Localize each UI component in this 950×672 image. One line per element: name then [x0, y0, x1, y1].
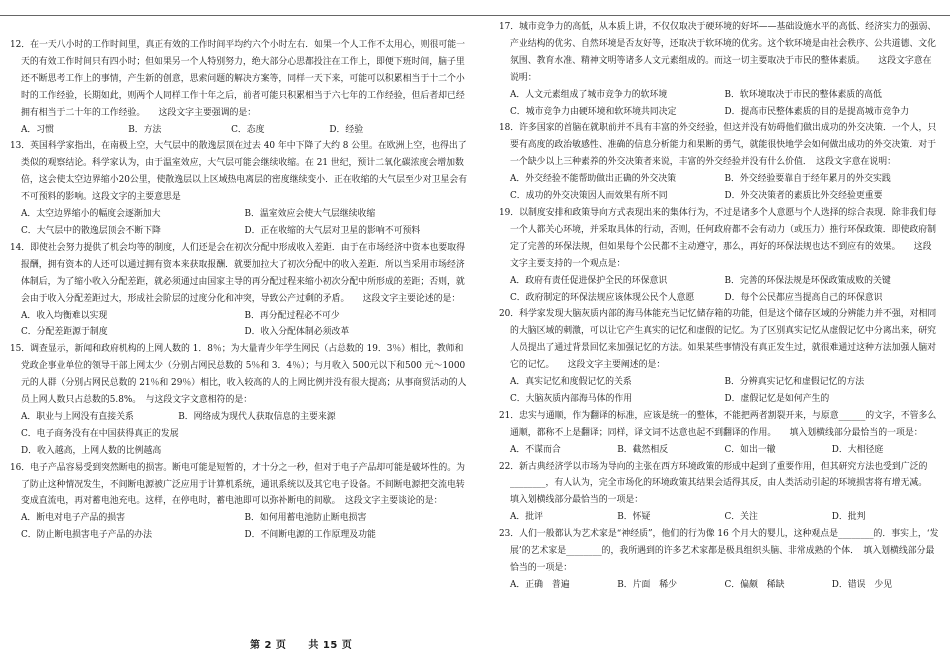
answer-option: C．关注: [724, 512, 758, 523]
answer-option: A．批评: [510, 512, 544, 523]
answer-option: B．分辨真实记忆和虚假记忆的方法: [724, 377, 865, 388]
answer-options: [10, 122, 468, 139]
page-total: 共 15 页: [308, 640, 353, 651]
question-block: [499, 459, 939, 527]
answer-option: D．收入分配体制必须改革: [244, 327, 350, 338]
question-stem: 21．忠实与通顺，作为翻译的标准，应该是统一的整体，不能把两者割裂开来，与原意______的文字，不管多么通顺，都称不上是翻译；同样，译文词不达意也起不到翻译的作用。 填入划横线部分最恰当的一项是：: [499, 410, 937, 438]
answer-options: [10, 409, 468, 460]
question-block: [499, 205, 939, 306]
question-stem: 13．英国科学家指出，在南极上空，大气层中的散逸层顶在过去 40 年中下降了大约 8 公里。在欧洲上空，也得出了类似的观察结论。科学家认为，由于温室效应，大气层可能会继续收缩。在 21 世纪，预计二氧化碳浓度会增加数倍，这会使太空边界缩小20公里，使散逸层以上区域热电离层的密度继续变小．正在收缩的大气层至少对卫星会有不可预料的影响。这段文字的主要意思是: [10, 141, 468, 203]
answer-option: D．收入越高，上网人数的比例越高: [21, 445, 162, 456]
answer-option: B．温室效应会使大气层继续收缩: [244, 209, 376, 220]
left-column: [10, 37, 468, 544]
answer-option: B．再分配过程必不可少: [244, 310, 340, 321]
answer-option: D．不间断电源的工作原理及功能: [244, 530, 376, 541]
answer-option: C．城市竞争力由硬环境和软环境共同决定: [510, 106, 677, 117]
answer-option: D．提高市民整体素质的目的是提高城市竞争力: [724, 106, 910, 117]
answer-option: D．虚假记忆是如何产生的: [724, 393, 830, 404]
answer-option: A．太空边界缩小的幅度会逐渐加大: [21, 209, 161, 220]
answer-option: A．不谋而合: [510, 444, 561, 455]
answer-options: [499, 87, 939, 121]
answer-option: C．成功的外交决策因人而效果有所不同: [510, 191, 668, 202]
answer-option: A．真实记忆和度假记忆的关系: [510, 377, 632, 388]
answer-option: C．大脑灰质内部海马体的作用: [510, 393, 633, 404]
top-rule: [0, 15, 950, 16]
answer-option: B．软环境取决于市民的整体素质的高低: [724, 89, 882, 100]
answer-option: C．电子商务没有在中国获得真正的发展: [21, 428, 179, 439]
question-stem: 19．以制度安排和政策导向方式表现出来的集体行为，不过是诸多个人意愿与个人选择的综合表现．除非我们每一个人都关心环境，并采取具体的行动，否则，任何政府都不会有动力（或压力）推行环保政策．即使政府制定了完善的环保法规，但如果每个公民都不主动遵守，那么，再好的环保法规也达不到应有的效果。 这段文字主要支持的一个观点是：: [499, 207, 937, 269]
answer-options: [10, 308, 468, 342]
question-block: [499, 408, 939, 459]
question-stem: 16．电子产品容易受到突然断电的损害。断电可能是短暂的，才十分之一秒，但对于电子产品却可能是破坏性的。为了防止这种情况发生，不间断电源被广泛应用于计算机系统，通讯系统以及其它电子设备。不间断电源把交流电转变成直流电，再对蓄电池充电。这样，在停电时，蓄电池即可以弥补断电的间歇。 这段文字主要谈论的是：: [10, 462, 466, 507]
answer-option: C．政府制定的环保法规应该体现公民个人意愿: [510, 292, 695, 303]
question-stem: 23．人们一般都认为艺术家是“神经质”，他们的行为像 16 个月大的婴儿，这种观点是________的．事实上，‘发展’的艺术家是________的，我所遇到的许多艺术家都是极具组织头脑、非常成熟的个体． 填入划横线部分最恰当的一项是：: [499, 529, 939, 573]
question-block: [499, 120, 939, 205]
question-block: [499, 306, 939, 407]
answer-option: C．态度: [231, 124, 265, 135]
question-block: [499, 526, 939, 594]
page-footer: [250, 638, 352, 655]
question-stem: 15．调查显示，新闻和政府机构的上网人数的 1．8％；为大量青少年学生网民（占总数的 19．3％）相比，教师和党政企事业单位的领导干部上网太少（分别占网民总数的 5％和 3．4％）；与月收入 500元以下和500 元～1000元的人群（分别占网民总数的 21％和 29％）相比，收入较高的人的上网比例并没有很大提高；从事商贸活动的人员上网人数只占总数的5.8%。 与这段文字文意相符的是：: [10, 344, 467, 406]
answer-option: B．方法: [128, 124, 162, 135]
answer-option: D．错误 少见: [831, 579, 893, 590]
answer-option: A．人文元素组成了城市竞争力的软环境: [510, 89, 668, 100]
answer-options: [499, 509, 939, 526]
answer-option: A．正确 普遍: [510, 579, 570, 590]
answer-option: B．完善的环保法规是环保政策成败的关键: [724, 275, 891, 286]
answer-options: [10, 510, 468, 544]
answer-option: B．如何用蓄电池防止断电损害: [244, 513, 367, 524]
answer-option: A．政府有责任促进保护全民的环保意识: [510, 275, 668, 286]
answer-option: B．怀疑: [617, 512, 651, 523]
question-stem: 12．在一天八小时的工作时间里，真正有效的工作时间平均约六个小时左右．如果一个人工作不太用心，则很可能一天的有效工作时间只有四小时；但如果另一个人特别努力，绝大部分心思都投注在工作上，即便下班时间，脑子里还不断思考工作上的事情，产生新的创意，思索问题的解决方案等，同样一天下来，可能可以积累相当于十二个小时的工作经验，长期如此，则两个人同样工作十年之后，前者可能只积累相当于六七年的工作经验，但后者却已经拥有相当于二十年的工作经验。 这段文字主要强调的是：: [10, 40, 466, 118]
answer-option: C．防止断电损害电子产品的办法: [21, 530, 153, 541]
question-stem: 18．许多国家的首脑在就职前并不具有丰富的外交经验，但这并没有妨碍他们做出成功的外交决策．一个人，只要有高度的政治敏感性、准确的信息分析能力和果断的勇气，就能很快地学会如何做出成功的外交决策．对于一个缺少以上三种素养的外交决策者来说，丰富的外交经验并没有什么价值． 这段文字意在说明：: [499, 123, 937, 168]
answer-option: C．分配差距源于制度: [21, 327, 108, 338]
question-block: [10, 341, 468, 459]
answer-option: D．外交决策者的素质比外交经验更重要: [724, 191, 883, 202]
answer-options: [499, 577, 939, 594]
question-stem: 17．城市竞争力的高低，从本质上讲，不仅仅取决于硬环境的好坏——基础设施水平的高低、经济实力的强弱、产业结构的优劣、自然环境是否友好等，还取决于软环境的优劣。这个软环境是由社会秩序、公共道德、文化氛围、教育水准、精神文明等诸多人文元素组成的。而这一切主要取决于市民的整体素质。 这段文字意在说明：: [499, 22, 937, 83]
answer-option: D．正在收缩的大气层对卫星的影响不可预料: [244, 225, 421, 236]
answer-option: D．每个公民都应当提高自己的环保意识: [724, 292, 883, 303]
answer-option: A．习惯: [21, 124, 55, 135]
question-stem: 22．新古典经济学以市场为导向的主张在西方环境政策的形成中起到了重要作用，但其研究方法也受到广泛的________，有人认为，完全市场化的环境政策其结果会适得其反，由人类活动引起的环境损害将有增无减。 填入划横线部分最恰当的一项是：: [499, 461, 932, 506]
answer-option: D．批判: [831, 512, 866, 523]
answer-option: A．职业与上网没有直接关系 B．网络成为现代人获取信息的主要来源: [21, 411, 336, 422]
answer-options: [499, 442, 939, 459]
answer-option: D．经验: [329, 124, 364, 135]
answer-options: [499, 374, 939, 408]
question-stem: 14．即使社会努力提供了机会均等的制度，人们还是会在初次分配中形成收入差距．由于在市场经济中资本也要取得报酬，拥有资本的人还可以通过拥有资本来获取报酬．就要加拉大了初次分配中的收入差距．所以当采用市场经济体制后，为了缩小收入分配差距，就必须通过由国家主导的再分配过程来缩小初次分配中所形成的差距；否则，就会由于收入分配差距过大，形成社会阶层的过度分化和冲突，导致公产过剩的矛盾。 这段文字主要论述的是：: [10, 242, 466, 304]
answer-option: B．外交经验要靠自于经年累月的外交实践: [724, 174, 891, 185]
answer-option: D．大相径庭: [831, 444, 884, 455]
question-stem: 20．科学家发现大脑灰质内部的海马体能充当记忆储存箱的功能，但是这个储存区域的分辨能力并不强，对相同的大脑区域的刺激，可以让它产生真实的记忆和虚假的记忆。为了区别真实记忆从虚假记忆中分离出来，研究人员提出了通过背景回忆来加强记忆的方法。如果某些事情没有真正发生过，就很难通过这种方法加强人脑对它的记忆。 这段文字主要阐述的是：: [499, 309, 937, 371]
answer-option: C．如出一辙: [724, 444, 776, 455]
answer-option: A．收入均衡难以实现: [21, 310, 108, 321]
answer-options: [10, 206, 468, 240]
answer-option: B．截然相反: [617, 444, 669, 455]
answer-options: [499, 171, 939, 205]
answer-option: C．偏颇 稀缺: [724, 579, 785, 590]
answer-option: B．片面 稀少: [617, 579, 678, 590]
answer-option: A．外交经验不能帮助做出正确的外交决策: [510, 174, 677, 185]
question-block: [499, 19, 939, 120]
question-block: [10, 460, 468, 545]
right-column: [499, 19, 939, 594]
answer-option: C．大气层中的散逸层顶会不断下降: [21, 225, 161, 236]
question-block: [10, 37, 468, 138]
question-block: [10, 138, 468, 239]
answer-options: [499, 273, 939, 307]
page-number: 第 2 页: [250, 640, 287, 651]
question-block: [10, 240, 468, 341]
answer-option: A．断电对电子产品的损害: [21, 513, 126, 524]
